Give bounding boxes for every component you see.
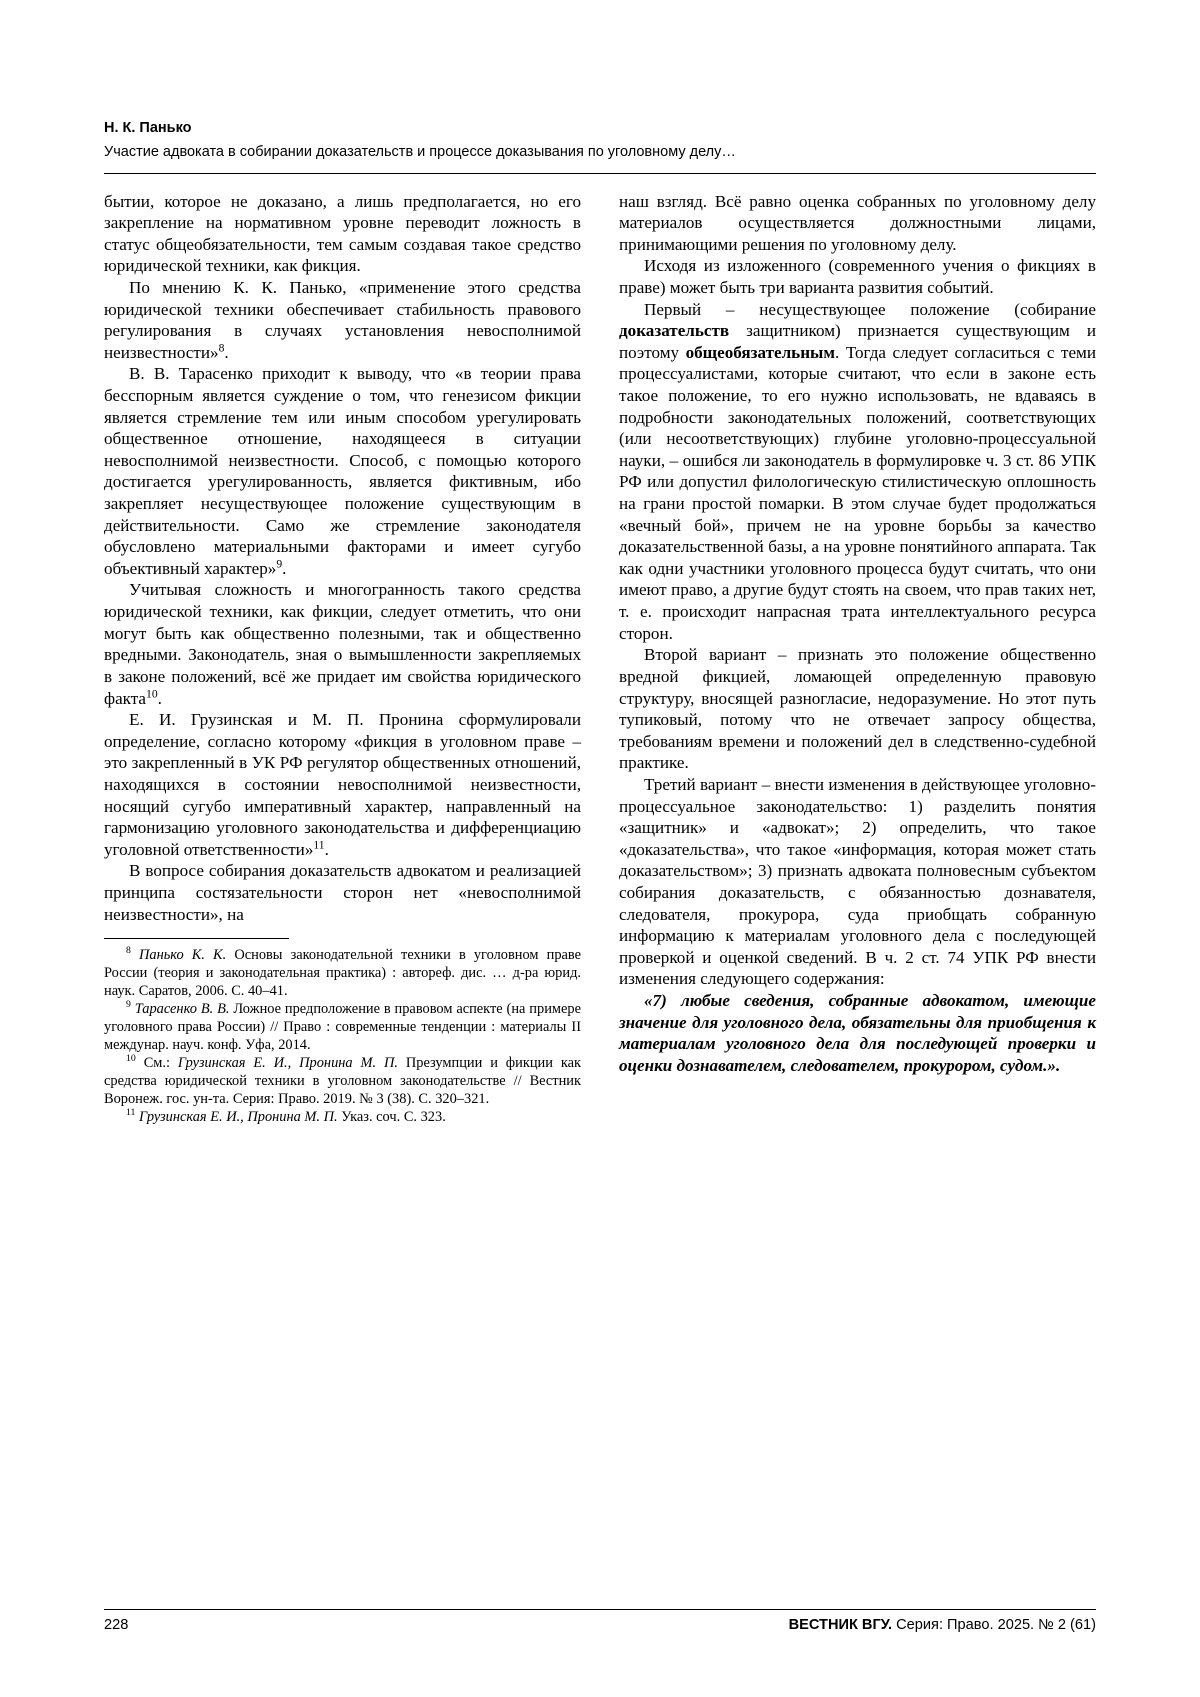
right-column [619,191,1096,1127]
paragraph: Третий вариант – внести изменения в действующее уголовно-процессуальное законодательство: 1) разделить понятия «защитник» и «адвокат»; 2) определить, что такое «доказательства», что такое «информация, которая может стать доказательством»; 3) признать адвоката полновесным субъектом собирания доказательств, с обязанностью дознавателя, следователя, прокурора, суда приобщать собранную информацию к материалам уголовного дела с последующей проверкой и оценкой сведений. В ч. 2 ст. 74 УПК РФ внести изменения следующего содержания: [619,774,1096,989]
footnote-text: Основы законодательной техники в уголовном праве России (теория и законодательная практика) : автореф. дис. … д-ра юрид. наук. Саратов, 2006. С. 40–41. [104,947,581,1000]
footnote-text: Указ. соч. С. 323. [337,1108,446,1125]
journal-name: ВЕСТНИК ВГУ. [788,1617,893,1633]
page-number: 228 [104,1617,129,1633]
footnote-item [104,1106,581,1127]
footnotes-block [104,947,581,1126]
footnote-item [104,947,581,1001]
footnote-marker: 8 [218,341,225,355]
footer-divider [104,1609,1096,1610]
footnote-author: Грузинская Е. И., Пронина М. П. [139,1108,338,1125]
emphasis-word: общеобязательным [685,342,836,362]
paragraph: В вопросе собирания доказательств адвокатом и реализацией принципа состязательности сторон нет «невосполнимой неизвестности», на [104,861,581,924]
footnote-marker: 9 [276,557,283,571]
two-column-body [104,191,1096,1127]
footnote-text: Презумпции и фикции как средства юридической техники в уголовном законодательстве // Вестник Воронеж. гос. ун-та. Серия: Право. 2019. № 3 (38). С. 320–321. [104,1054,581,1107]
footnote-divider [104,938,289,939]
paragraph: Второй вариант – признать это положение общественно вредной фикцией, ломающей определенную правовую структуру, вносящей разногласие, недоразумение. Но этот путь тупиковый, потому что не отвечает запросу общества, требованиям времени и положений дел в следственно-судебной практике. [619,645,1096,773]
footnote-author: Панько К. К. [139,947,227,964]
page-footer [104,1609,1096,1633]
footnote-item [104,1052,581,1109]
footnote-prefix: См.: [143,1054,178,1071]
footnote-number: 8 [126,945,131,957]
running-head [104,118,1096,164]
paragraph: Первый – несуществующее положение (собирание доказательств защитником) признается существующим и поэтому общеобязательным. Тогда следует согласиться с теми процессуалистами, которые считают, что если в законе есть такое положение, то его нужно использовать, не вдаваясь в подробности законодательных положений, соответствующих (или несоответствующих) глубине уголовно-процессуальной науки, – ошибся ли законодатель в формулировке ч. 3 ст. 86 УПК РФ или допустил филологическую стилистическую оплошность на грани простой помарки. В этом случае будет продолжаться «вечный бой», причем не на уровне борьбы за качество доказательственной базы, а на уровне понятийного аппарата. Так как одни участники уголовного процесса будут считать, что они имеют право, а другие будут стоять на своем, что прав таких нет, т. е. происходит напрасная трата интеллектуального ресурса сторон. [619,299,1097,643]
paragraph: Исходя из изложенного (современного учения о фикциях в праве) может быть три варианта развития событий. [619,256,1096,297]
running-head-title: Участие адвоката в собирании доказательств и процессе доказывания по уголовному делу… [104,143,736,160]
paragraph: Е. И. Грузинская и М. П. Пронина сформулировали определение, согласно которому «фикция в уголовном праве – это закрепленный в УК РФ регулятор общественных отношений, находящихся в состоянии невосполнимой неизвестности, носящий сугубо императивный характер, направленный на гармонизацию уголовного законодательства и дифференциацию уголовной ответственности»$^{11}$. [104,710,581,859]
running-head-author: Н. К. Панько [104,120,192,136]
paragraph: бытии, которое не доказано, а лишь предполагается, но его закрепление на нормативном уровне переводит ложность в статус общеобязательности, тем самым создавая такое средство юридической техники, как фикция. [104,191,581,276]
footnote-number: 9 [126,999,131,1011]
footnote-item [104,1001,581,1055]
footnote-author: Грузинская Е. И., Пронина М. П. [177,1054,398,1071]
emphasis-word: доказательств [619,321,730,341]
paragraph-text: По мнению К. К. Панько, «применение этого средства юридической техники обеспечивает стабильность правового регулирования в случаях установления невосполнимой неизвестности» [104,277,581,362]
paragraph: наш взгляд. Всё равно оценка собранных по уголовному делу материалов осуществляется должностными лицами, принимающими решения по уголовному делу. [619,191,1096,254]
footnote-marker: 11 [313,838,325,852]
paragraph: В. В. Тарасенко приходит к выводу, что «в теории права бесспорным является суждение о том, что генезисом фикции является стремление тем или иным способом урегулировать общественное отношение, находящееся в ситуации невосполнимой неизвестности. Способ, с помощью которого достигается урегулированность, является фиктивным, ибо закрепляет несуществующее положение существующим в действительности. Само же стремление законодателя обусловлено материальными факторами и имеет сугубо объективный характер»$^9$. [104,364,581,578]
paragraph-text: Учитывая сложность и многогранность такого средства юридической техники, как фикции, следует отметить, что они могут быть как общественно полезными, так и общественно вредными. Законодатель, зная о вымышленности закрепляемых в законе положений, всё же придает им свойства юридического факта [104,580,581,708]
footnote-number: 10 [126,1052,136,1064]
footnote-text: Ложное предположение в правовом аспекте (на примере уголовного права России) // Право : современные тенденции : материалы II междунар. науч. конф. Уфа, 2014. [104,1000,581,1053]
footnote-marker: 10 [146,686,158,700]
journal-issue: Серия: Право. 2025. № 2 (61) [892,1617,1096,1633]
paragraph: По мнению К. К. Панько, «применение этого средства юридической техники обеспечивает стабильность правового регулирования в случаях установления невосполнимой неизвестности»$^8$. [104,277,581,362]
journal-reference [789,1617,1096,1633]
footnote-author: Тарасенко В. В. [134,1000,230,1017]
paragraph: Учитывая сложность и многогранность такого средства юридической техники, как фикции, следует отметить, что они могут быть как общественно полезными, так и общественно вредными. Законодатель, зная о вымышленности закрепляемых в законе положений, всё же придает им свойства юридического факта$^{10}$. [104,580,581,708]
paragraph-text: Е. И. Грузинская и М. П. Пронина сформулировали определение, согласно которому «фикция в уголовном праве – это закрепленный в УК РФ регулятор общественных отношений, находящихся в состоянии невосполнимой неизвестности, носящий сугубо императивный характер, направленный на гармонизацию уголовного законодательства и дифференциацию уголовной ответственности» [104,710,581,859]
header-divider [104,173,1096,174]
left-column [104,191,581,1127]
paragraph-text: В. В. Тарасенко приходит к выводу, что «в теории права бесспорным является суждение о том, что генезисом фикции является стремление тем или иным способом урегулировать общественное отношение, находящееся в ситуации невосполнимой неизвестности. Способ, с помощью которого достигается урегулированность, является фиктивным, ибо закрепляет несуществующее положение существующим в действительности. Само же стремление законодателя обусловлено материальными факторами и имеет сугубо объективный характер» [104,364,581,578]
footnote-number: 11 [126,1106,136,1118]
proposed-amendment-quote: «7) любые сведения, собранные адвокатом, имеющие значение для уголовного дела, обязательны для приобщения к материалам уголовного дела для последующей проверки и оценки дознавателем, следователем, прокурором, судом.». [619,991,1096,1075]
